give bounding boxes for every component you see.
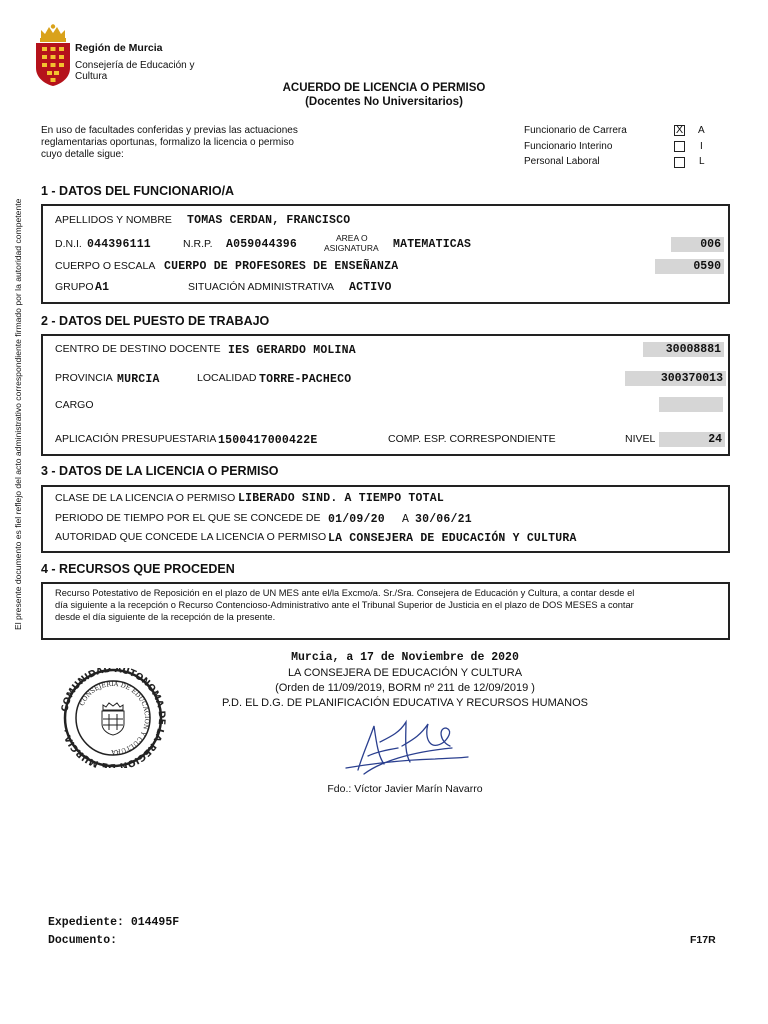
intro-line-2: reglamentarias oportunas, formalizo la licencia o permiso: [41, 137, 294, 148]
corps-value: CUERPO DE PROFESORES DE ENSEÑANZA: [164, 260, 399, 273]
handwritten-signature: [340, 712, 475, 782]
budget-value: 1500417000422E: [218, 434, 318, 447]
dni-value: 044396111: [87, 238, 151, 251]
locality-code-field: 300370013: [625, 371, 726, 386]
remedies-line-3: desde el día siguiente de la recepción de la presente.: [55, 612, 276, 622]
period-separator: A: [402, 513, 410, 526]
type-label-carrera: Funcionario de Carrera: [524, 125, 627, 136]
type-label-interino: Funcionario Interino: [524, 141, 613, 152]
section-2-heading: 2 - DATOS DEL PUESTO DE TRABAJO: [41, 314, 270, 328]
type-code-l: L: [699, 156, 705, 167]
dni-label: D.N.I.: [55, 238, 82, 250]
name-label: APELLIDOS Y NOMBRE: [55, 214, 172, 226]
signature-line-3: P.D. EL D.G. DE PLANIFICACIÓN EDUCATIVA Y RECURSOS HUMANOS: [222, 697, 588, 709]
region-crest-logo: [33, 24, 73, 88]
checkbox-laboral[interactable]: [674, 157, 685, 168]
locality-label: LOCALIDAD: [197, 372, 257, 384]
comp-label: COMP. ESP. CORRESPONDIENTE: [388, 433, 556, 445]
group-value: A1: [95, 281, 110, 294]
name-value: TOMAS CERDAN, FRANCISCO: [187, 214, 351, 227]
center-code-field: 30008881: [643, 342, 724, 357]
province-label: PROVINCIA: [55, 372, 113, 384]
section-1-heading: 1 - DATOS DEL FUNCIONARIO/A: [41, 184, 235, 198]
area-code-field: 006: [671, 237, 724, 252]
area-label-2: ASIGNATURA: [324, 243, 379, 253]
form-code: F17R: [690, 934, 716, 946]
department-line-1: Consejería de Educación y: [75, 60, 195, 71]
nrp-value: A059044396: [226, 238, 298, 251]
svg-text:COMUNIDAD AUTONOMA DE LA REGIO: COMUNIDAD AUTONOMA DE LA REGION DE MURCIA ·: [59, 668, 168, 768]
documento-label: Documento:: [48, 934, 118, 947]
level-field: 24: [659, 432, 725, 447]
period-label: PERIODO DE TIEMPO POR EL QUE SE CONCEDE DE: [55, 512, 321, 524]
intro-line-3: cuyo detalle sigue:: [41, 149, 124, 160]
type-code-a: A: [698, 125, 705, 136]
svg-text:CONSEJERIA DE EDUCACION Y CULT: CONSEJERIA DE EDUCACION Y CULTURA: [78, 680, 151, 756]
checkbox-carrera[interactable]: X: [675, 124, 684, 136]
status-value: ACTIVO: [349, 281, 392, 294]
intro-line-1: En uso de facultades conferidas y previas las actuaciones: [41, 125, 298, 136]
level-label: NIVEL: [625, 433, 656, 445]
region-name: Región de Murcia: [75, 42, 163, 54]
group-label: GRUPO: [55, 281, 94, 293]
license-class-value: LIBERADO SIND. A TIEMPO TOTAL: [238, 492, 444, 505]
document-title: ACUERDO DE LICENCIA O PERMISO: [282, 82, 486, 94]
province-value: MURCIA: [117, 373, 160, 386]
area-value: MATEMATICAS: [393, 238, 472, 251]
signature-line-1: LA CONSEJERA DE EDUCACIÓN Y CULTURA: [287, 667, 523, 679]
nrp-label: N.R.P.: [183, 238, 213, 250]
locality-value: TORRE-PACHECO: [259, 373, 352, 386]
type-label-laboral: Personal Laboral: [524, 156, 600, 167]
section-3-heading: 3 - DATOS DE LA LICENCIA O PERMISO: [41, 464, 279, 478]
official-stamp: [57, 668, 169, 768]
signature-line-2: (Orden de 11/09/2019, BORM nº 211 de 12/09/2019 ): [275, 682, 535, 694]
center-label: CENTRO DE DESTINO DOCENTE: [55, 343, 221, 355]
area-label-1: AREA O: [336, 233, 368, 243]
status-label: SITUACIÓN ADMINISTRATIVA: [188, 281, 335, 293]
department-line-2: Cultura: [75, 71, 108, 82]
post-label: CARGO: [55, 399, 94, 411]
period-to: 30/06/21: [415, 513, 472, 526]
type-code-i: I: [700, 141, 703, 152]
checkbox-interino[interactable]: [674, 141, 685, 152]
budget-label: APLICACIÓN PRESUPUESTARIA: [55, 433, 217, 445]
remedies-line-2: día siguiente a la recepción o Recurso Contencioso-Administrativo ante el Tribunal Superior de Justicia en el plazo de DOS MESES a contar: [55, 600, 634, 610]
expediente: Expediente: 014495F: [48, 916, 180, 929]
place-date: Murcia, a 17 de Noviembre de 2020: [291, 651, 519, 664]
period-from: 01/09/20: [328, 513, 385, 526]
corps-code-field: 0590: [655, 259, 724, 274]
corps-label: CUERPO O ESCALA: [55, 260, 156, 272]
license-class-label: CLASE DE LA LICENCIA O PERMISO: [55, 492, 236, 504]
document-subtitle: (Docentes No Universitarios): [305, 96, 463, 108]
section-4-heading: 4 - RECURSOS QUE PROCEDEN: [41, 562, 235, 576]
signer-name: Fdo.: Víctor Javier Marín Navarro: [327, 783, 483, 795]
remedies-line-1: Recurso Potestativo de Reposición en el plazo de UN MES ante el/la Excmo/a. Sr./Sra. Consejera de Educación y Cultura, a contar desde el: [55, 588, 635, 598]
authority-label: AUTORIDAD QUE CONCEDE LA LICENCIA O PERMISO: [55, 531, 327, 543]
post-code-field: [659, 397, 723, 412]
center-value: IES GERARDO MOLINA: [228, 344, 356, 357]
side-legal-note: El presente documento es fiel reflejo del acto administrativo correspondiente firmado por la autoridad competente: [13, 198, 23, 630]
authority-value: LA CONSEJERA DE EDUCACIÓN Y CULTURA: [328, 532, 577, 545]
